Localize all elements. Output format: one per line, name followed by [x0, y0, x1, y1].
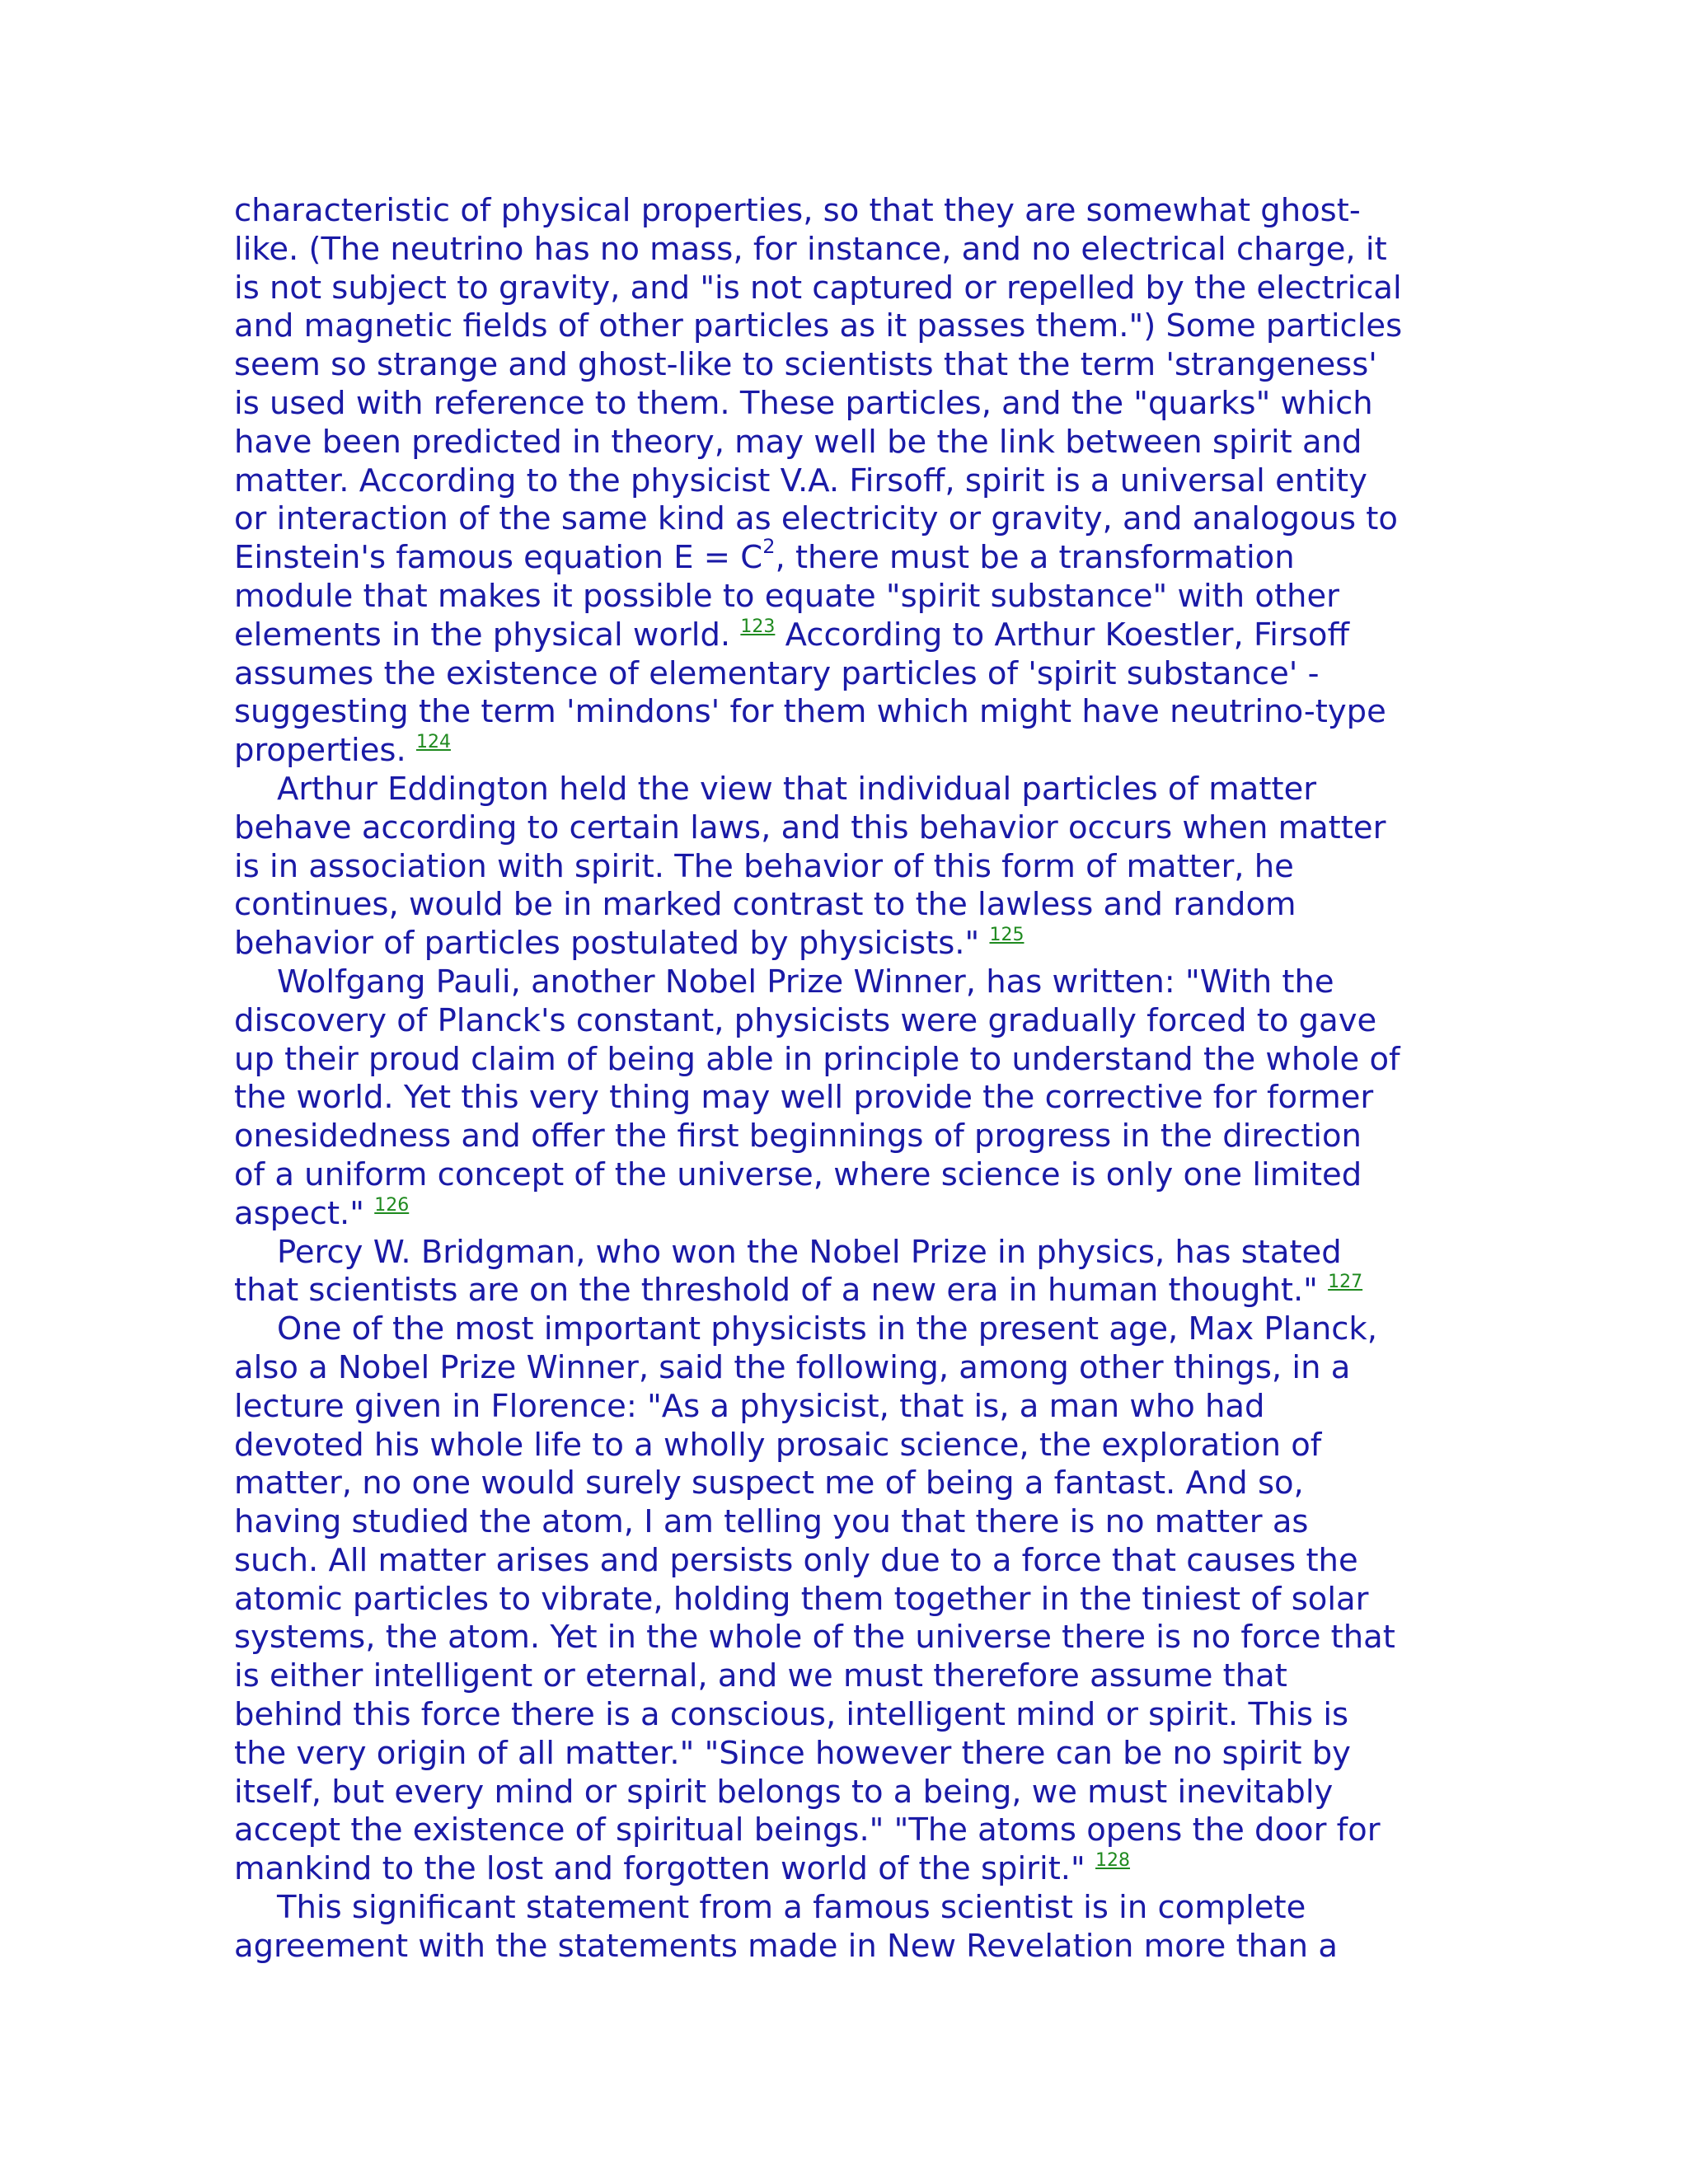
text-run: also a Nobel Prize Winner, said the following, among other things, in a: [234, 1348, 1351, 1386]
text-line: [234, 578, 1470, 616]
text-run: According to Arthur Koestler, Firsoff: [775, 616, 1349, 654]
text-line: [234, 346, 1470, 385]
text-run: is not subject to gravity, and "is not captured or repelled by the electrical: [234, 269, 1402, 307]
text-run: characteristic of physical properties, so that they are somewhat ghost-: [234, 192, 1361, 229]
text-run: , there must be a transformation: [775, 539, 1295, 577]
text-line: [234, 1234, 1470, 1272]
text-line: [234, 535, 1470, 578]
text-line: [234, 771, 1470, 809]
text-run: or interaction of the same kind as electricity or gravity, and analogous to: [234, 500, 1398, 538]
text-run: Arthur Eddington held the view that individual particles of matter: [277, 770, 1317, 808]
text-run: behave according to certain laws, and this behavior occurs when matter: [234, 808, 1386, 846]
footnote-link[interactable]: 124: [415, 732, 451, 753]
text-run: like. (The neutrino has no mass, for instance, and no electrical charge, it: [234, 230, 1387, 268]
text-line: [234, 886, 1470, 925]
text-line: [234, 732, 1470, 771]
text-run: the world. Yet this very thing may well provide the corrective for former: [234, 1079, 1374, 1117]
text-run: behavior of particles postulated by physicists.": [234, 925, 990, 963]
text-run: atomic particles to vibrate, holding them together in the tiniest of solar: [234, 1580, 1369, 1618]
text-line: [234, 1156, 1470, 1195]
text-line: [234, 848, 1470, 887]
text-line: [234, 1696, 1470, 1735]
text-line: [234, 424, 1470, 462]
text-run: the very origin of all matter." "Since however there can be no spirit by: [234, 1734, 1351, 1772]
text-line: [234, 655, 1470, 694]
text-run: matter. According to the physicist V.A. Firsoff, spirit is a universal entity: [234, 462, 1367, 499]
paragraph: [234, 1310, 1470, 1889]
text-run: This significant statement from a famous scientist is in complete: [277, 1889, 1306, 1927]
text-line: [234, 1002, 1470, 1041]
text-run: elements in the physical world.: [234, 616, 741, 654]
text-run: matter, no one would surely suspect me of being a fantast. And so,: [234, 1465, 1304, 1502]
document-body: [234, 192, 1470, 1966]
text-line: [234, 1465, 1470, 1503]
text-line: [234, 1195, 1470, 1234]
text-line: [234, 1041, 1470, 1080]
text-line: [234, 1079, 1470, 1118]
text-line: [234, 1272, 1470, 1310]
text-line: [234, 307, 1470, 346]
text-line: [234, 809, 1470, 848]
text-line: [234, 1118, 1470, 1156]
text-line: [234, 1735, 1470, 1774]
text-run: aspect.": [234, 1194, 375, 1232]
text-line: [234, 1850, 1470, 1889]
paragraph: [234, 771, 1470, 963]
text-run: devoted his whole life to a wholly prosaic science, the exploration of: [234, 1426, 1322, 1464]
text-line: [234, 1503, 1470, 1542]
footnote-link[interactable]: 123: [740, 616, 776, 637]
text-run: systems, the atom. Yet in the whole of the universe there is no force that: [234, 1619, 1395, 1657]
footnote-link[interactable]: 127: [1328, 1272, 1363, 1293]
text-run: and magnetic fields of other particles as it passes them.") Some particles: [234, 307, 1403, 345]
text-line: [234, 500, 1470, 539]
text-run: such. All matter arises and persists only due to a force that causes the: [234, 1541, 1358, 1579]
text-run: properties.: [234, 732, 416, 770]
text-line: [234, 1928, 1470, 1966]
text-line: [234, 1811, 1470, 1850]
text-run: One of the most important physicists in the present age, Max Planck,: [277, 1310, 1377, 1348]
text-run: Wolfgang Pauli, another Nobel Prize Winner, has written: "With the: [277, 963, 1334, 1001]
text-run: of a uniform concept of the universe, where science is only one limited: [234, 1155, 1362, 1193]
text-line: [234, 963, 1470, 1002]
text-run: accept the existence of spiritual beings." "The atoms opens the door for: [234, 1811, 1381, 1849]
text-line: [234, 1388, 1470, 1427]
text-line: [234, 1427, 1470, 1465]
footnote-link[interactable]: 126: [374, 1194, 410, 1216]
text-run: mankind to the lost and forgotten world of the spirit.": [234, 1850, 1095, 1888]
text-run: is either intelligent or eternal, and we must therefore assume that: [234, 1657, 1287, 1695]
text-run: onesidedness and offer the first beginnings of progress in the direction: [234, 1118, 1362, 1155]
superscript: 2: [762, 535, 776, 559]
text-line: [234, 1619, 1470, 1657]
text-run: that scientists are on the threshold of a new era in human thought.": [234, 1272, 1329, 1310]
text-run: discovery of Planck's constant, physicists were gradually forced to gave: [234, 1001, 1377, 1039]
text-line: [234, 1310, 1470, 1349]
text-run: itself, but every mind or spirit belongs to a being, we must inevitably: [234, 1773, 1334, 1811]
text-line: [234, 269, 1470, 308]
text-line: [234, 1542, 1470, 1581]
paragraph: [234, 1889, 1470, 1966]
text-line: [234, 693, 1470, 732]
text-line: [234, 1657, 1470, 1696]
text-run: Einstein's famous equation E = C: [234, 539, 763, 577]
text-run: lecture given in Florence: "As a physicist, that is, a man who had: [234, 1387, 1265, 1425]
text-run: agreement with the statements made in New Revelation more than a: [234, 1927, 1338, 1965]
text-run: have been predicted in theory, may well be the link between spirit and: [234, 423, 1362, 461]
text-line: [234, 1774, 1470, 1812]
text-run: module that makes it possible to equate "spirit substance" with other: [234, 577, 1339, 615]
text-line: [234, 192, 1470, 231]
text-run: behind this force there is a conscious, intelligent mind or spirit. This is: [234, 1696, 1349, 1734]
text-line: [234, 616, 1470, 655]
text-line: [234, 385, 1470, 424]
paragraph: [234, 192, 1470, 771]
text-run: suggesting the term 'mindons' for them which might have neutrino-type: [234, 693, 1386, 731]
text-line: [234, 925, 1470, 963]
text-run: having studied the atom, I am telling you that there is no matter as: [234, 1503, 1309, 1541]
text-run: assumes the existence of elementary particles of 'spirit substance' -: [234, 654, 1320, 692]
paragraph: [234, 1234, 1470, 1311]
text-run: is used with reference to them. These particles, and the "quarks" which: [234, 384, 1373, 422]
text-run: continues, would be in marked contrast to the lawless and random: [234, 886, 1296, 924]
text-line: [234, 1581, 1470, 1619]
text-run: up their proud claim of being able in principle to understand the whole of: [234, 1040, 1400, 1078]
text-run: is in association with spirit. The behavior of this form of matter, he: [234, 847, 1294, 885]
text-line: [234, 231, 1470, 269]
text-line: [234, 462, 1470, 501]
text-line: [234, 1349, 1470, 1388]
text-run: seem so strange and ghost-like to scientists that the term 'strangeness': [234, 346, 1377, 384]
text-run: Percy W. Bridgman, who won the Nobel Prize in physics, has stated: [277, 1233, 1342, 1271]
paragraph: [234, 963, 1470, 1234]
footnote-link[interactable]: 125: [989, 925, 1025, 946]
footnote-link[interactable]: 128: [1095, 1850, 1130, 1872]
text-line: [234, 1889, 1470, 1928]
